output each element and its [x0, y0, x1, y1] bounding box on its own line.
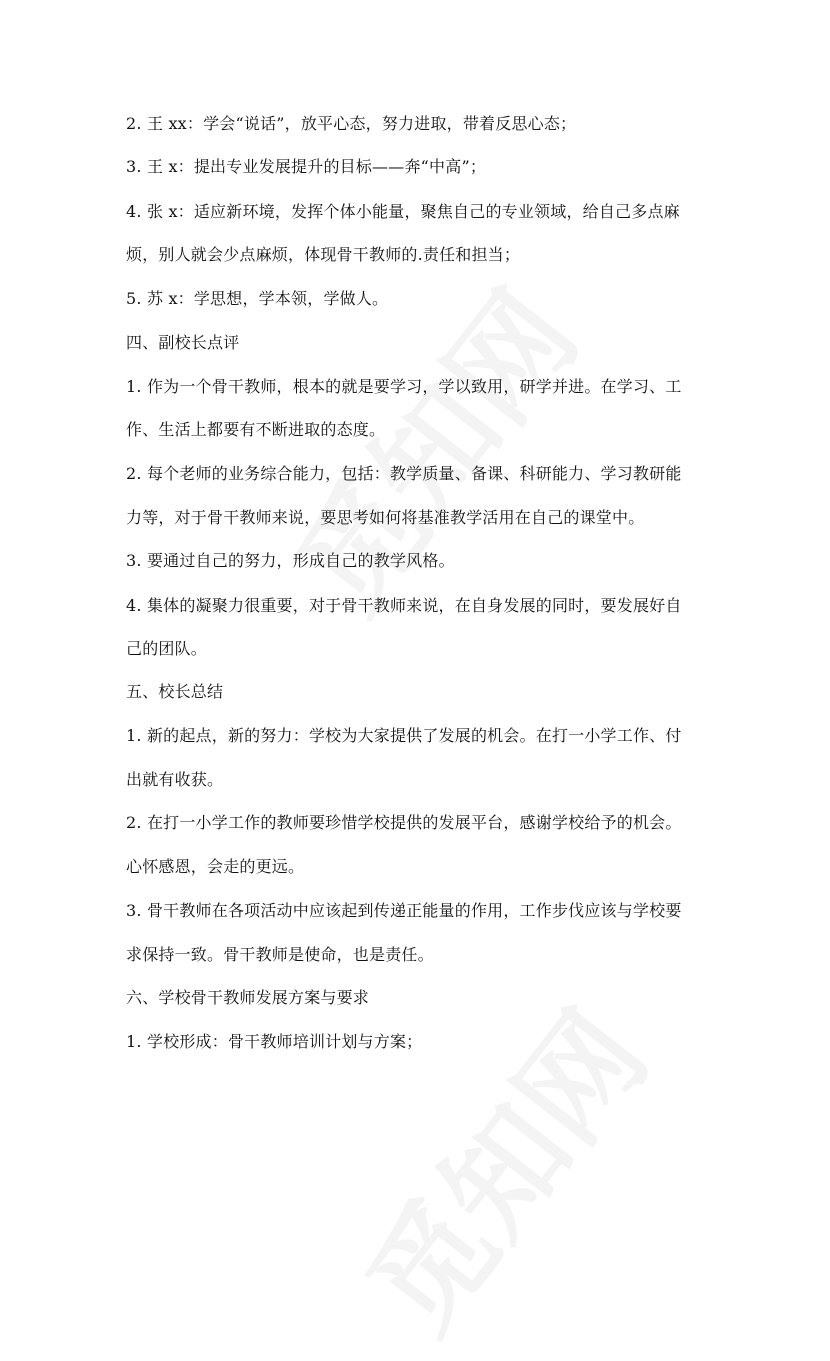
section-heading: 五、校长总结 — [126, 682, 224, 701]
text-line: 作、生活上都要有不断进取的态度。 — [126, 420, 386, 439]
text-line: 1. 作为一个骨干教师，根本的就是要学习，学以致用，研学并进。在学习、工 — [126, 377, 682, 396]
watermark-lower — [321, 971, 678, 1361]
text-line: 烦，别人就会少点麻烦，体现骨干教师的.责任和担当； — [126, 245, 521, 264]
text-line: 己的团队。 — [126, 639, 208, 658]
text-line: 力等，对于骨干教师来说，要思考如何将基准教学活用在自己的课堂中。 — [126, 508, 645, 527]
text-line: 2. 王 xx：学会“说话”，放平心态，努力进取，带着反思心态； — [126, 114, 577, 133]
text-line: 3. 要通过自己的努力，形成自己的教学风格。 — [126, 551, 455, 570]
text-line: 2. 在打一小学工作的教师要珍惜学校提供的发展平台，感谢学校给予的机会。 — [126, 813, 682, 832]
section-heading: 四、副校长点评 — [126, 333, 240, 352]
text-line: 4. 张 x：适应新环境，发挥个体小能量，聚焦自己的专业领域，给自己多点麻 — [126, 202, 680, 221]
text-line: 1. 学校形成：骨干教师培训计划与方案； — [126, 1032, 423, 1051]
text-line: 求保持一致。骨干教师是使命，也是责任。 — [126, 945, 434, 964]
text-line: 心怀感恩，会走的更远。 — [126, 857, 305, 876]
section-heading: 六、学校骨干教师发展方案与要求 — [126, 988, 370, 1007]
text-line: 出就有收获。 — [126, 770, 224, 789]
watermark — [251, 251, 608, 641]
text-line: 3. 骨干教师在各项活动中应该起到传递正能量的作用，工作步伐应该与学校要 — [126, 901, 682, 920]
text-line: 4. 集体的凝聚力很重要，对于骨干教师来说，在自身发展的同时，要发展好自 — [126, 596, 682, 615]
text-line: 5. 苏 x：学思想，学本领，学做人。 — [126, 289, 389, 308]
text-line: 1. 新的起点，新的努力：学校为大家提供了发展的机会。在打一小学工作、付 — [126, 726, 682, 745]
text-line: 3. 王 x：提出专业发展提升的目标——奔“中高”； — [126, 157, 487, 176]
text-line: 2. 每个老师的业务综合能力，包括：教学质量、备课、科研能力、学习教研能 — [126, 464, 682, 483]
